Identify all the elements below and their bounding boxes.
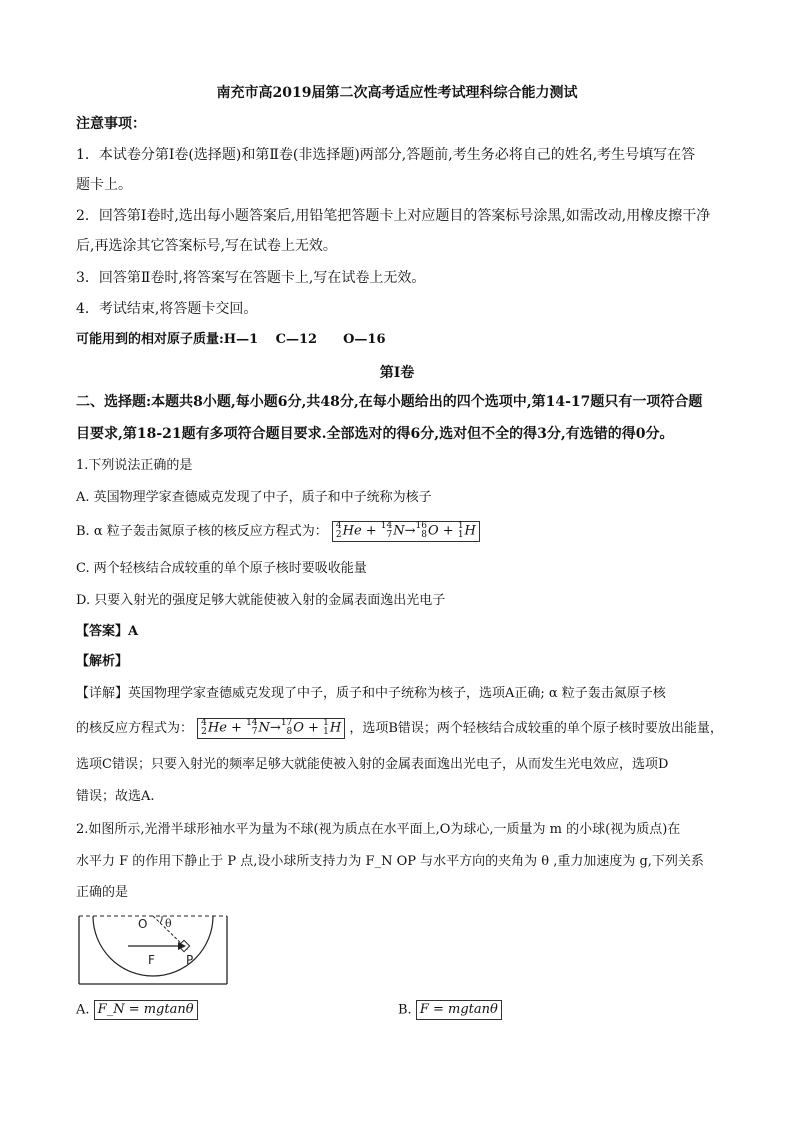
q1-option-b-text: B. α 粒子轰击氮原子核的核反应方程式为： xyxy=(76,523,328,539)
atomic-mass-line: 可能用到的相对原子质量:H—1 C—12 O—16 xyxy=(76,332,386,347)
notice-item-3: 3．回答第Ⅱ卷时,将答案写在答题卡上,写在试卷上无效。 xyxy=(76,270,426,286)
q2-option-b-label: B. xyxy=(398,1002,412,1018)
notice-item-2b: 后,再选涂其它答案标号,写在试卷上无效。 xyxy=(76,238,337,254)
q2-option-b-formula: F = mgtanθ xyxy=(416,1000,502,1020)
theta-arc xyxy=(160,916,162,923)
q1-answer: 【答案】A xyxy=(76,624,139,639)
q1-option-c: C. 两个轻核结合成较重的单个原子核时要吸收能量 xyxy=(76,561,367,576)
q1-detail-1: 【详解】英国物理学家查德威克发现了中子，质子和中子统称为核子，选项A正确; α 粒子轰击氮原子核 xyxy=(76,686,666,701)
q1-stem: 1.下列说法正确的是 xyxy=(76,458,193,473)
fig-label-o: O xyxy=(138,917,148,931)
q1-option-d: D. 只要入射光的强度足够大就能使被入射的金属表面逸出光电子 xyxy=(76,593,446,608)
nuclear-equation-1: 4 2 He + 14 7 N→ 16 8 O + 1 1 H xyxy=(332,521,480,542)
section-intro-b: 目要求,第18-21题有多项符合题目要求.全部选对的得6分,选对但不全的得3分,有选错的得0分。 xyxy=(76,426,674,442)
q1-option-a: A. 英国物理学家查德威克发现了中子，质子和中子统称为核子 xyxy=(76,490,432,505)
notice-item-2a: 2．回答第Ⅰ卷时,选出每小题答案后,用铅笔把答题卡上对应题目的答案标号涂黑,如需改动,用橡皮擦干净 xyxy=(76,208,711,224)
section-title: 第Ⅰ卷 xyxy=(379,365,415,381)
q2-stem-2: 水平力 F 的作用下静止于 P 点,设小球所支持力为 F_N OP 与水平方向的夹角为 θ ,重力加速度为 g,下列关系 xyxy=(76,854,704,869)
q2-stem-3: 正确的是 xyxy=(76,885,129,900)
q1-option-b xyxy=(76,521,480,542)
q2-stem-1: 2.如图所示,光滑半球形袖水平为量为不球(视为质点在水平面上,O为球心,一质量为 m 的小球(视为质点)在 xyxy=(76,822,681,837)
notice-item-4: 4．考试结束,将答题卡交回。 xyxy=(76,301,258,317)
q1-detail-2-prefix: 的核反应方程式为： xyxy=(76,720,194,736)
fig-label-f: F xyxy=(148,953,155,967)
q1-detail-2-suffix: ，选项B错误；两个轻核结合成较重的单个原子核时要放出能量， xyxy=(349,720,723,736)
q1-detail-4: 错误；故选A. xyxy=(76,789,155,804)
notice-heading: 注意事项： xyxy=(76,116,146,132)
q1-detail-3: 选项C错误；只要入射光的频率足够大就能使被入射的金属表面逸出光电子，从而发生光电效应，选项D xyxy=(76,757,669,772)
q2-option-b xyxy=(398,1000,502,1021)
fig-label-theta: θ xyxy=(165,917,172,930)
notice-item-1b: 题卡上。 xyxy=(76,177,132,193)
q2-option-a-formula: F_N = mgtanθ xyxy=(94,1000,198,1020)
q2-option-a-label: A. xyxy=(76,1002,90,1018)
q2-option-a xyxy=(76,1000,198,1021)
q1-analysis-heading: 【解析】 xyxy=(76,654,129,669)
hemisphere-figure xyxy=(78,912,228,986)
fig-label-p: P xyxy=(186,953,194,967)
page-title: 南充市高2019届第二次高考适应性考试理科综合能力测试 xyxy=(216,85,578,101)
notice-item-1a: 1．本试卷分第Ⅰ卷(选择题)和第Ⅱ卷(非选择题)两部分,答题前,考生务必将自己的姓名,考生号填写在答 xyxy=(76,147,696,163)
section-intro-a: 二、选择题:本题共8小题,每小题6分,共48分,在每小题给出的四个选项中,第14-17题只有一项符合题 xyxy=(76,394,703,410)
q1-detail-2 xyxy=(76,718,723,739)
nuclear-equation-2: 4 2 He + 14 7 N→ 17 8 O + 1 1 H xyxy=(197,718,345,739)
